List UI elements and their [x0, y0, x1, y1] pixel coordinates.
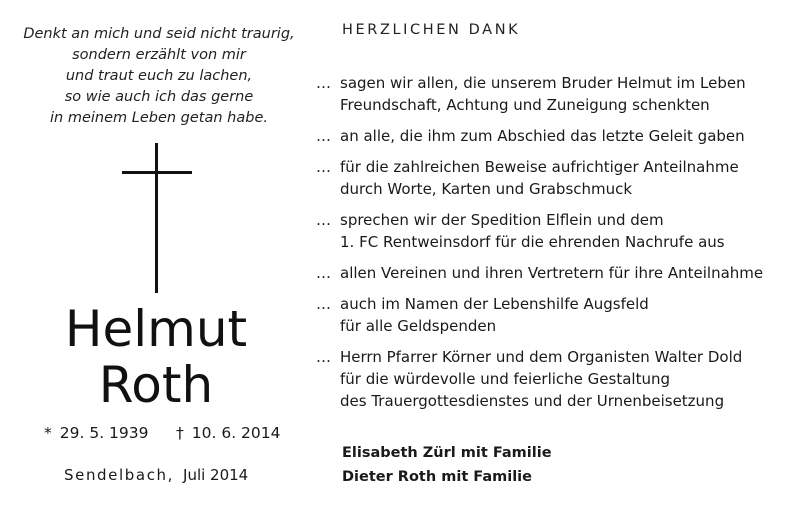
thanks-item — [316, 156, 794, 200]
signers — [342, 441, 552, 489]
thanks-line: des Trauergottesdienstes und der Urnenbeisetzung — [340, 392, 725, 410]
thanks-line: sprechen wir der Spedition Elflein und dem — [340, 211, 664, 229]
thanks-line: auch im Namen der Lebenshilfe Augsfeld — [340, 295, 649, 313]
thanks-line: für alle Geldspenden — [340, 317, 497, 335]
thanks-item — [316, 262, 794, 284]
thanks-line: Herrn Pfarrer Körner und dem Organisten Walter Dold — [340, 348, 743, 366]
ellipsis: … — [316, 158, 331, 176]
ellipsis: … — [316, 127, 331, 145]
poem-line: und traut euch zu lachen, — [65, 68, 253, 84]
cross-horizontal-bar — [122, 171, 192, 174]
thanks-item — [316, 209, 794, 253]
thanks-line: an alle, die ihm zum Abschied das letzte Geleit gaben — [340, 127, 745, 145]
thanks-line: sagen wir allen, die unserem Bruder Helmut im Leben — [340, 74, 746, 92]
poem — [14, 24, 304, 129]
thanks-line: durch Worte, Karten und Grabschmuck — [340, 180, 633, 198]
birth-star-icon: * — [44, 424, 52, 442]
thanks-line: für die würdevolle und feierliche Gestaltung — [340, 370, 671, 388]
cross-vertical-bar — [155, 143, 158, 293]
thanks-heading: HERZLICHEN DANK — [342, 22, 521, 38]
ellipsis: … — [316, 74, 331, 92]
deceased-last-name: Roth — [98, 356, 214, 414]
place-and-date — [64, 466, 248, 484]
ellipsis: … — [316, 211, 331, 229]
poem-line: so wie auch ich das gerne — [64, 89, 254, 105]
deceased-first-name: Helmut — [64, 300, 248, 358]
left-column — [0, 0, 310, 510]
thanks-item — [316, 72, 794, 116]
thanks-item — [316, 346, 794, 412]
poem-line: in meinem Leben getan habe. — [50, 110, 268, 126]
signer: Elisabeth Zürl mit Familie — [342, 445, 552, 461]
thanks-line: für die zahlreichen Beweise aufrichtiger Anteilnahme — [340, 158, 739, 176]
ellipsis: … — [316, 348, 331, 366]
town: Sendelbach, — [64, 466, 175, 484]
poem-line: Denkt an mich und seid nicht traurig, — [23, 26, 295, 42]
thanks-list — [316, 72, 794, 421]
poem-line: sondern erzählt von mir — [72, 47, 246, 63]
thanks-item — [316, 293, 794, 337]
thanks-line: allen Vereinen und ihren Vertretern für ihre Anteilnahme — [340, 264, 764, 282]
thanks-line: Freundschaft, Achtung und Zuneigung schenkten — [340, 96, 710, 114]
death-date: 10. 6. 2014 — [191, 424, 281, 442]
ellipsis: … — [316, 295, 331, 313]
death-cross-icon: † — [176, 424, 184, 442]
notice-date: Juli 2014 — [183, 466, 249, 484]
signer: Dieter Roth mit Familie — [342, 469, 532, 485]
ellipsis: … — [316, 264, 331, 282]
birth-date-line — [44, 424, 149, 442]
birth-date: 29. 5. 1939 — [59, 424, 149, 442]
right-column — [316, 0, 796, 510]
death-date-line — [176, 424, 281, 442]
thanks-line: 1. FC Rentweinsdorf für die ehrenden Nachrufe aus — [340, 233, 725, 251]
thanks-item — [316, 125, 794, 147]
